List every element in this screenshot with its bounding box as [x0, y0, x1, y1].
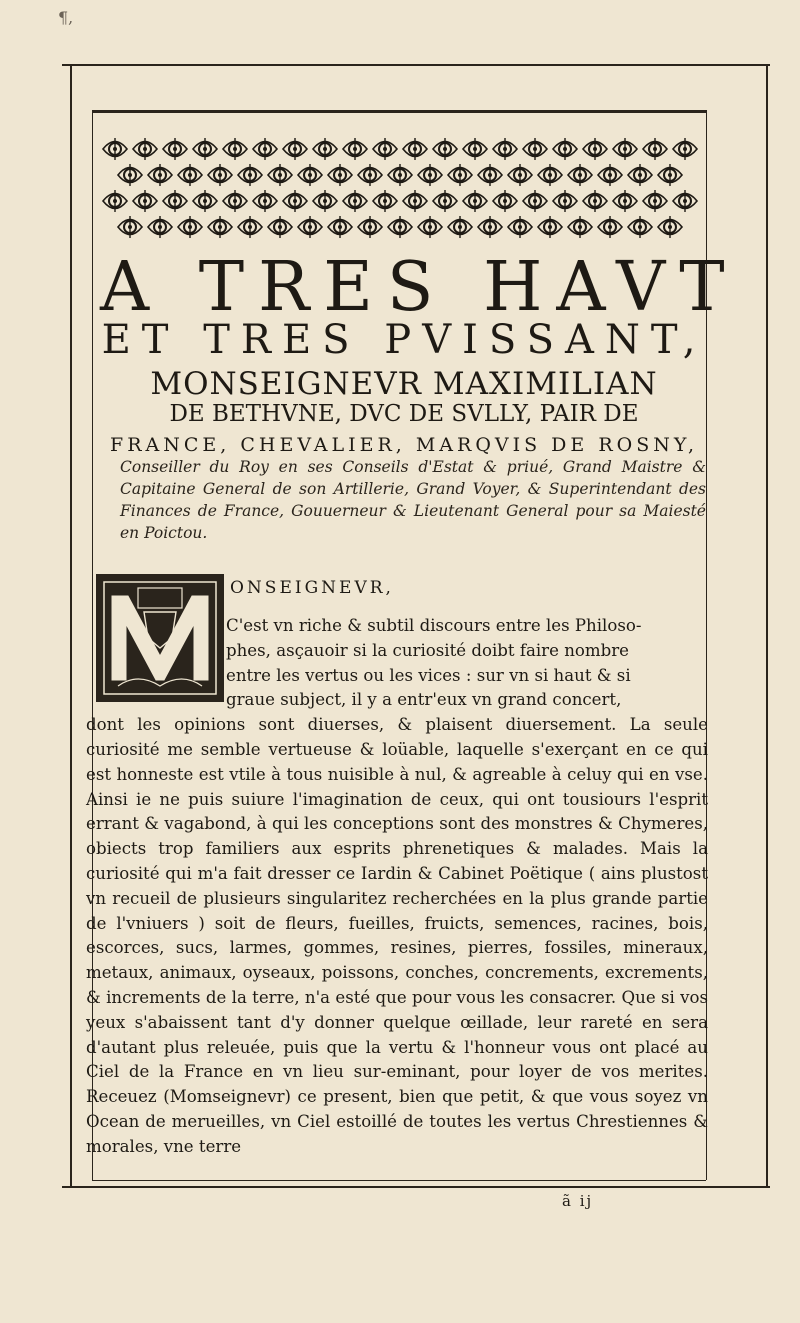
outer-frame-bottom	[62, 1186, 770, 1188]
title-line-4: DE BETHVNE, DVC DE SVLLY, PAIR DE	[169, 401, 639, 427]
body-line: phes, asçauoir si la curiosité doibt faire nombre	[226, 640, 629, 660]
body-rest	[86, 713, 708, 1159]
title-line-2: ET TRES PVISSANT,	[101, 317, 707, 363]
outer-frame-right	[766, 64, 768, 1186]
salutation: ONSEIGNEVR,	[230, 578, 394, 598]
ornament-row-3	[103, 190, 697, 212]
ornament-band	[100, 136, 700, 240]
outer-frame-left	[70, 64, 72, 1186]
page-signature: ã ij	[562, 1192, 594, 1210]
body-line: C'est vn riche & subtil discours entre les Philoso-	[226, 616, 642, 635]
title-line-5: FRANCE, CHEVALIER, MARQVIS DE ROSNY,	[110, 434, 698, 456]
body-first-lines	[226, 614, 708, 713]
outer-frame-top	[62, 64, 770, 66]
body-text	[86, 614, 708, 1160]
body-paragraph: dont les opinions sont diuerses, & plaisent diuersement. La seule curiosité me semble vertueuse & loüable, laquelle s'exerçant en ce qui est honneste est vtile à tous nuisible à nul, & agreable à celuy qui en vse. Ainsi ie ne puis suiure l'imagination de ceux, qui ont tousiours l'esprit errant & vagabond, à qui les conceptions sont des monstres & Chymeres, obiects trop familiers aux esprits phrenetiques & malades. Mais la curiosité qui m'a fait dresser ce Iardin & Cabinet Poëtique ( ains plustost vn recueil de plusieurs singularitez recherchées en la plus grande partie de l'vniuers ) soit de fleurs, fueilles, fruicts, semences, racines, bois, escorces, sucs, larmes, gommes, resines, pierres, fossiles, mineraux, metaux, animaux, oyseaux, poissons, conches, concrements, excrements, & increments de la terre, n'a esté que pour vous les consacrer. Que si vos yeux s'abaissent tant d'y donner quelque œillade, leur rareté en sera d'autant plus releuée, puis que la vertu & l'honneur vous ont placé au Ciel de la France en vn lieu sur-eminant, pour loyer de vos merites. Receuez (Momseignevr) ce present, bien que petit, & que vous soyez vn Ocean de merueilles, vn Ciel estoillé de toutes les vertus Chrestiennes & morales, vne terre	[86, 715, 708, 1156]
ornament-row-2	[118, 164, 682, 186]
title-line-1: A TRES HAVT	[100, 248, 739, 327]
inner-frame-top	[92, 110, 706, 113]
ornament-row-1	[103, 138, 697, 160]
body-line: entre les vertus ou les vices : sur vn si haut & si	[226, 665, 631, 685]
ornament-row-4	[118, 216, 682, 238]
body-line: graue subject, il y a entr'eux vn grand concert,	[226, 690, 622, 710]
dedication-italic: Conseiller du Roy en ses Conseils d'Estat & priué, Grand Maistre & Capitaine General de son Artillerie, Grand Voyer, & Superintendant des Finances de France, Gouuerneur & Lieutenant General pour sa Maiesté en Poictou.	[120, 458, 706, 542]
corner-mark: ¶,	[58, 8, 74, 27]
inner-frame-bottom	[92, 1180, 706, 1181]
title-line-3: MONSEIGNEVR MAXIMILIAN	[150, 366, 658, 402]
